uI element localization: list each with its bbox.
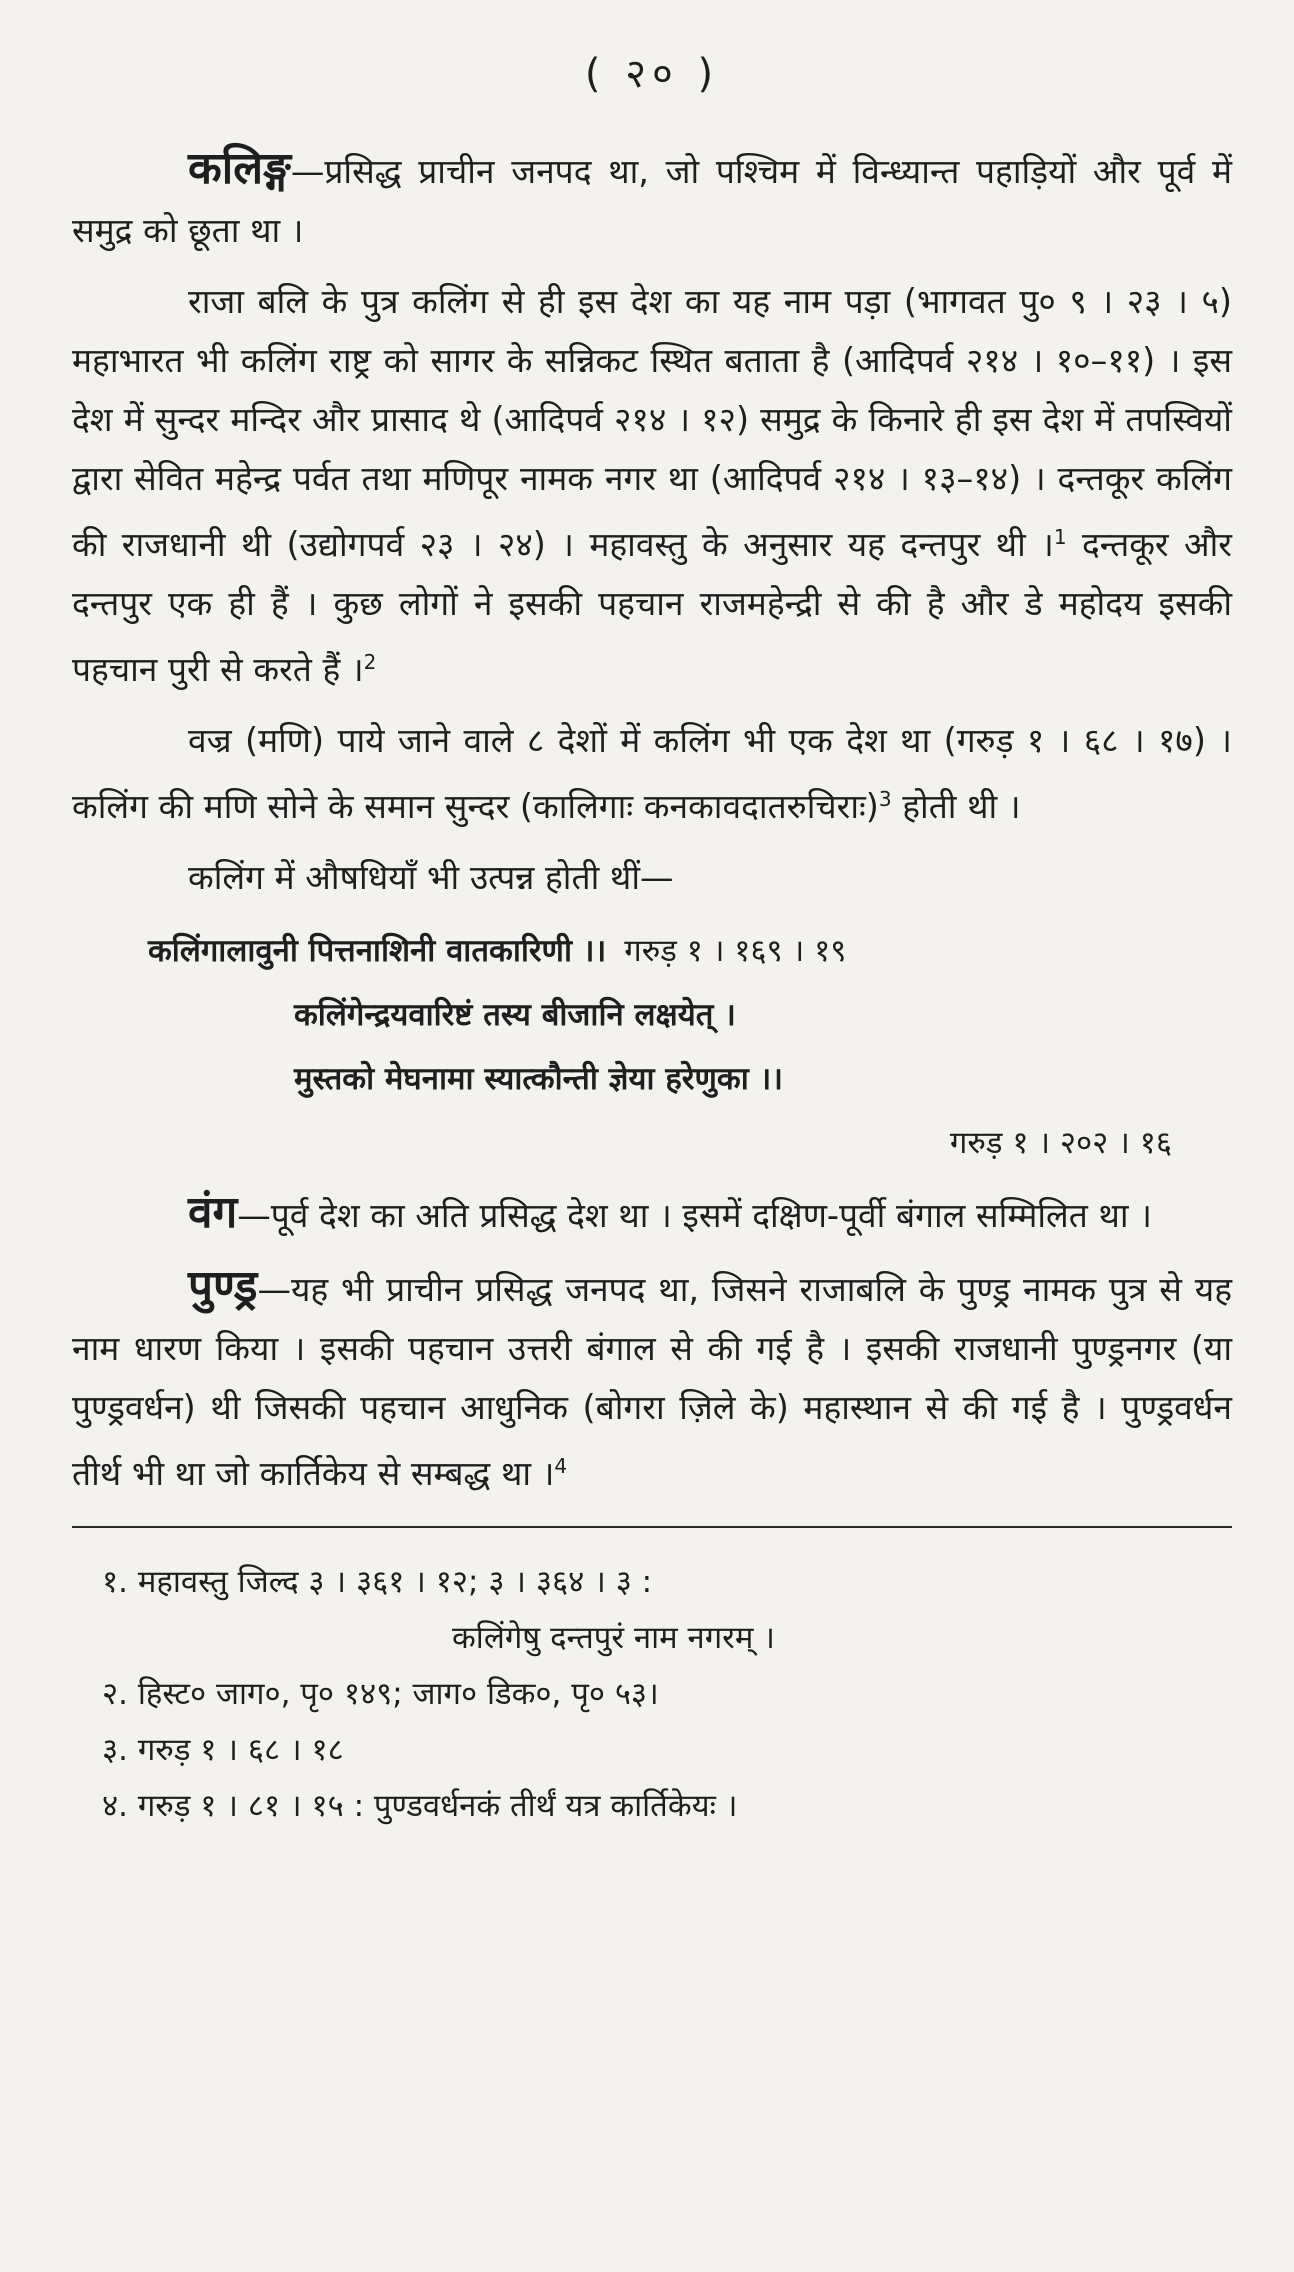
verse-line-1-source: गरुड़ १ । १६९ । १९ bbox=[624, 933, 847, 970]
pundra-heading: पुण्ड्र bbox=[188, 1261, 258, 1313]
kalinga-history-text-a: राजा बलि के पुत्र कलिंग से ही इस देश का यह नाम पड़ा (भागवत पु० ९ । २३ । ५) महाभारत भी कलिंग राष्ट्र को सागर के सन्निकट स्थित बताता है (आदिपर्व २१४ । १०–११) । इस देश में सुन्दर मन्दिर और प्रासाद थे (आदिपर्व २१४ । १२) समुद्र के किनारे ही इस देश में तपस्वियों द्वारा सेवित महेन्द्र पर्वत तथा मणिपूर नामक नगर था (आदिपर्व २१४ । १३–१४) । दन्तकूर कलिंग की राजधानी थी (उद्योगपर्व २३ । २४) । महावस्तु के अनुसार यह दन्तपुर थी । bbox=[72, 282, 1232, 565]
kalinga-gem-text-b: होती थी । bbox=[891, 787, 1021, 827]
page-number: ( २० ) bbox=[584, 51, 720, 97]
kalinga-herbs-paragraph: कलिंग में औषधियाँ भी उत्पन्न होती थीं— bbox=[188, 858, 674, 898]
footnote-ref-1: 1 bbox=[1053, 525, 1067, 549]
verse-line-2: कलिंगेन्द्रयवारिष्टं तस्य बीजानि लक्षयेत् । bbox=[294, 997, 736, 1034]
footnote-ref-3: 3 bbox=[878, 787, 892, 812]
kalinga-gem-text-a: वज्र (मणि) पाये जाने वाले ८ देशों में कलिंग भी एक देश था (गरुड़ १ । ६८ । १७) । कलिंग की मणि सोने के समान सुन्दर (कालिगाः कनकावदातरुचिराः) bbox=[72, 721, 1232, 827]
footnote-2: २. हिस्ट० जाग०, पृ० १४९; जाग० डिक०, पृ० ५३। bbox=[102, 1675, 659, 1712]
pundra-paragraph bbox=[72, 1257, 1232, 1503]
footnote-1-continuation: कलिंगेषु दन्तपुरं नाम नगरम् । bbox=[452, 1619, 776, 1656]
pundra-text: —यह भी प्राचीन प्रसिद्ध जनपद था, जिसने राजाबलि के पुण्ड्र नामक पुत्र से यह नाम धारण किया । इसकी पहचान उत्तरी बंगाल से की गई है । इसकी राजधानी पुण्ड्रनगर (या पुण्ड्रवर्धन) थी जिसकी पहचान आधुनिक (बोगरा ज़िले के) महास्थान से की गई है । पुण्ड्रवर्धन तीर्थ भी था जो कार्तिकेय से सम्बद्ध था । bbox=[72, 1270, 1232, 1494]
verse-source: गरुड़ १ । २०२ । १६ bbox=[949, 1125, 1172, 1162]
vanga-heading: वंग bbox=[188, 1187, 238, 1239]
footnote-1: १. महावस्तु जिल्द ३ । ३६१ । १२; ३ । ३६४ । ३ : bbox=[102, 1563, 653, 1600]
footnote-3: ३. गरुड़ १ । ६८ । १८ bbox=[102, 1731, 344, 1768]
kalinga-history-text-b: दन्तकूर और दन्तपुर एक ही हैं । कुछ लोगों ने इसकी पहचान राजमहेन्द्री से की है और डे महोदय इसकी पहचान पुरी से करते हैं । bbox=[72, 525, 1232, 690]
vanga-paragraph bbox=[72, 1183, 1232, 1245]
footnote-divider bbox=[72, 1526, 1232, 1528]
verse-line-1-text: कलिंगालावुनी पित्तनाशिनी वातकारिणी ।। bbox=[148, 933, 607, 970]
kalinga-heading: कलिङ्ग bbox=[188, 143, 291, 194]
kalinga-gem-paragraph bbox=[72, 711, 1232, 836]
verse-line-1 bbox=[72, 919, 1232, 983]
footnote-ref-4: 4 bbox=[554, 1454, 568, 1479]
kalinga-intro-text: —प्रसिद्ध प्राचीन जनपद था, जो पश्चिम में विन्ध्यान्त पहाड़ियों और पूर्व में समुद्र को छूता था । bbox=[72, 152, 1232, 250]
kalinga-history-paragraph bbox=[72, 272, 1232, 699]
verse-line-3: मुस्तको मेघनामा स्यात्कौन्ती ज्ञेया हरेणुका ।। bbox=[294, 1061, 784, 1098]
vanga-text: —पूर्व देश का अति प्रसिद्ध देश था । इसमें दक्षिण-पूर्वी बंगाल सम्मिलित था । bbox=[237, 1196, 1152, 1236]
sanskrit-verse-block bbox=[72, 919, 1232, 1175]
footnote-ref-2: 2 bbox=[363, 650, 377, 675]
document-page bbox=[72, 30, 1232, 2250]
footnote-4: ४. गरुड़ १ । ८१ । १५ : पुण्डवर्धनकं तीर्थं यत्र कार्तिकेयः । bbox=[102, 1787, 738, 1824]
kalinga-intro-paragraph bbox=[72, 139, 1232, 260]
